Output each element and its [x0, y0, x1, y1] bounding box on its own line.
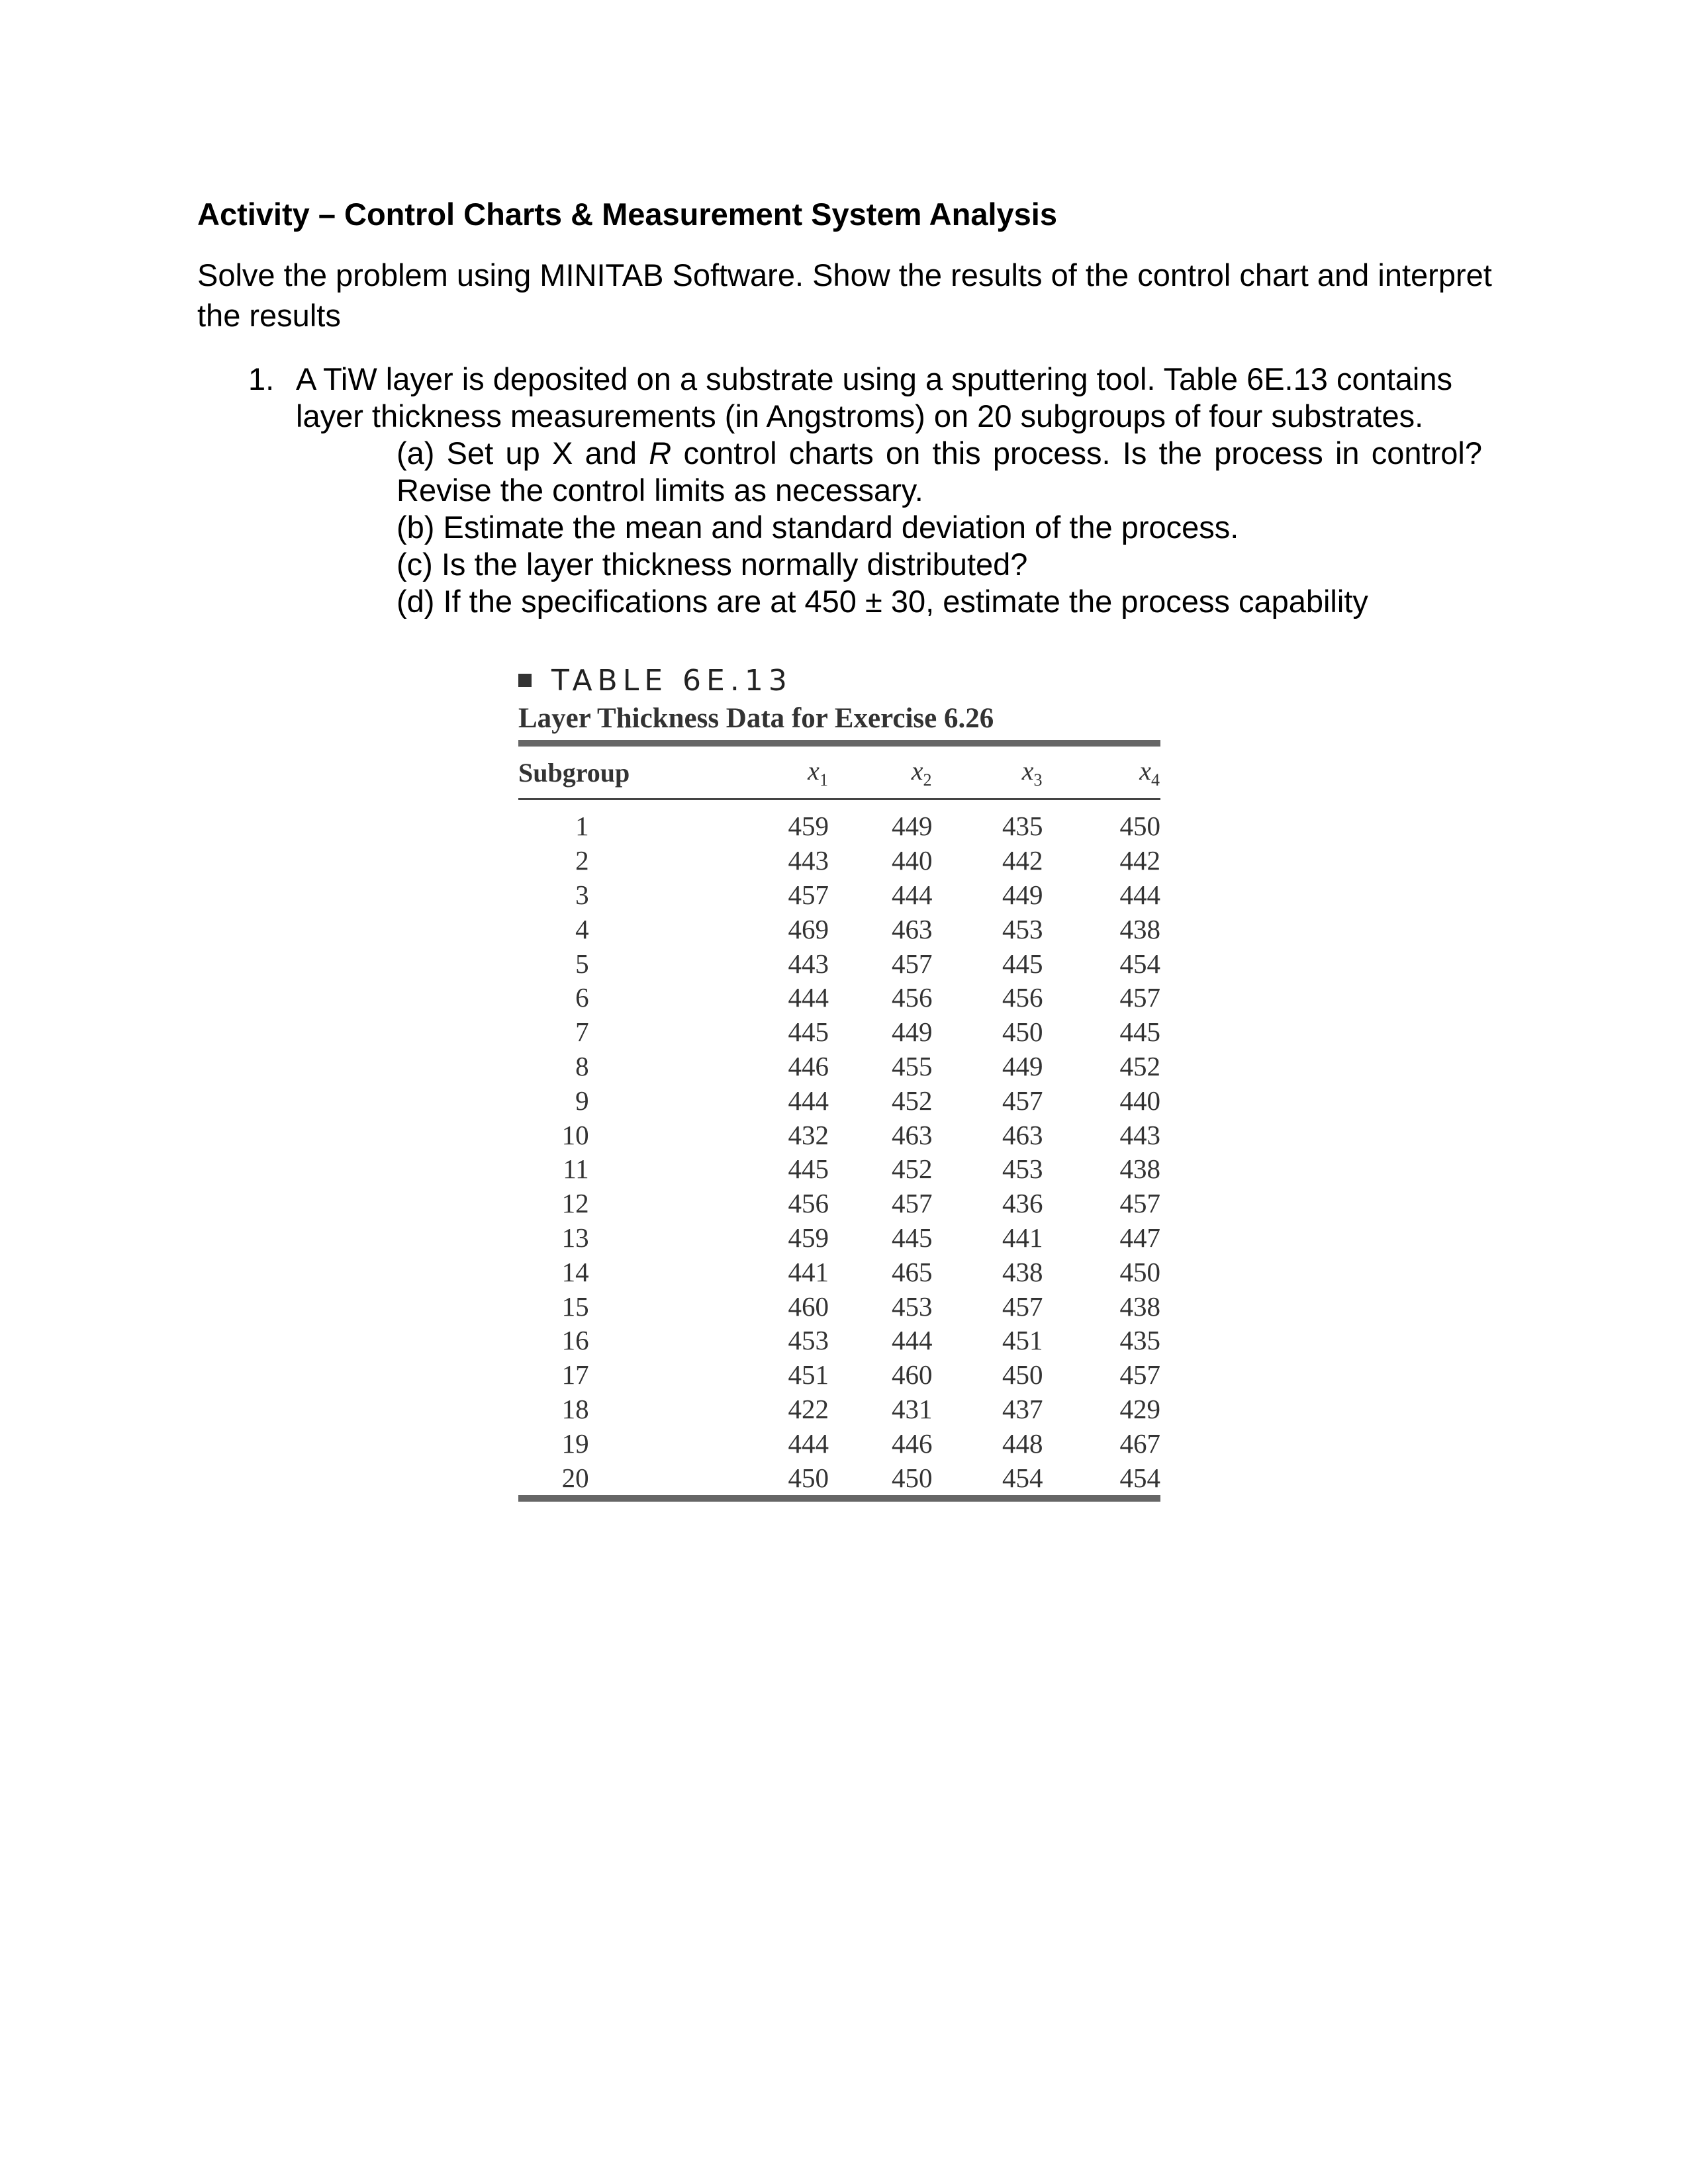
- subgroup-cell: 10: [561, 1119, 589, 1150]
- table-row: [518, 799, 1160, 844]
- measurement-cell: 457: [1119, 1188, 1160, 1219]
- subgroup-cell: 9: [575, 1085, 589, 1116]
- measurement-cell: 436: [1002, 1188, 1043, 1219]
- header-x3: $x_3$: [1021, 755, 1043, 790]
- part-d: (d) If the specifications are at 450 ± 30, estimate the process capability: [397, 584, 1368, 619]
- table-row: [518, 1324, 1160, 1358]
- table-row: [518, 1083, 1160, 1118]
- measurement-cell: 445: [788, 1154, 829, 1185]
- subgroup-cell: 15: [561, 1291, 589, 1322]
- measurement-cell: 463: [892, 913, 933, 944]
- measurement-cell: 450: [788, 1462, 829, 1493]
- subgroup-cell: 19: [561, 1428, 589, 1459]
- measurement-cell: 449: [1002, 879, 1043, 910]
- subgroup-cell: 2: [575, 845, 589, 876]
- measurement-cell: 441: [788, 1256, 829, 1287]
- measurement-cell: 450: [1002, 1359, 1043, 1390]
- measurement-cell: 422: [788, 1393, 829, 1424]
- table-row: [518, 1152, 1160, 1187]
- measurement-cell: 449: [892, 811, 933, 842]
- measurement-cell: 454: [1002, 1462, 1043, 1493]
- measurement-cell: 449: [1002, 1050, 1043, 1081]
- measurement-cell: 463: [1002, 1119, 1043, 1150]
- measurement-cell: 453: [1002, 913, 1043, 944]
- table-row: [518, 1289, 1160, 1324]
- measurement-cell: 441: [1002, 1222, 1043, 1253]
- measurement-cell: 444: [788, 1085, 829, 1116]
- table-row: [518, 1426, 1160, 1461]
- measurement-cell: 452: [892, 1154, 933, 1185]
- measurement-cell: 437: [1002, 1393, 1043, 1424]
- measurement-cell: 456: [892, 982, 933, 1013]
- measurement-cell: 445: [892, 1222, 933, 1253]
- measurement-cell: 453: [788, 1325, 829, 1356]
- subgroup-cell: 16: [561, 1325, 589, 1356]
- problem-line-2: layer thickness measurements (in Angstroms) on 20 subgroups of four substrates.: [296, 398, 1424, 433]
- table-row: [518, 878, 1160, 913]
- header-x1: $x_1$: [808, 755, 828, 790]
- measurement-cell: 465: [892, 1256, 933, 1287]
- measurement-cell: 467: [1119, 1428, 1160, 1459]
- measurement-cell: 444: [788, 982, 829, 1013]
- subgroup-cell: 7: [575, 1017, 589, 1048]
- table-row: [518, 1015, 1160, 1050]
- measurement-cell: 444: [892, 1325, 933, 1356]
- measurement-cell: 457: [892, 948, 933, 979]
- measurement-cell: 459: [788, 811, 829, 842]
- subgroup-cell: 6: [575, 982, 589, 1013]
- measurement-cell: 452: [892, 1085, 933, 1116]
- measurement-cell: 457: [788, 879, 829, 910]
- measurement-cell: 442: [1002, 845, 1043, 876]
- part-a-post: control charts on this process. Is the process in control?: [683, 435, 1483, 471]
- data-table-block: [518, 662, 1160, 1502]
- problem-number: 1.: [248, 361, 275, 396]
- measurement-cell: 457: [1119, 982, 1160, 1013]
- table-bottom-rule: [518, 1495, 1160, 1502]
- subgroup-cell: 5: [575, 948, 589, 979]
- measurement-cell: 457: [892, 1188, 933, 1219]
- measurement-cell: 438: [1119, 1291, 1160, 1322]
- measurement-cell: 456: [788, 1188, 829, 1219]
- measurement-cell: 443: [1119, 1119, 1160, 1150]
- table-top-rule: [518, 740, 1160, 747]
- table-row: [518, 1461, 1160, 1495]
- measurement-cell: 449: [892, 1017, 933, 1048]
- subgroup-cell: 17: [561, 1359, 589, 1390]
- measurement-cell: 438: [1119, 1154, 1160, 1185]
- table-label-text: TABLE 6E.13: [551, 663, 792, 698]
- measurement-cell: 435: [1119, 1325, 1160, 1356]
- problem-line-1: A TiW layer is deposited on a substrate using a sputtering tool. Table 6E.13 contains: [296, 361, 1453, 396]
- measurement-cell: 450: [1002, 1017, 1043, 1048]
- measurement-cell: 446: [892, 1428, 933, 1459]
- measurement-cell: 447: [1119, 1222, 1160, 1253]
- subgroup-cell: 8: [575, 1050, 589, 1081]
- table-caption: Layer Thickness Data for Exercise 6.26: [518, 703, 994, 734]
- measurement-cell: 457: [1119, 1359, 1160, 1390]
- measurement-cell: 448: [1002, 1428, 1043, 1459]
- table-row: [518, 912, 1160, 946]
- measurement-cell: 450: [1119, 1256, 1160, 1287]
- subgroup-cell: 1: [575, 811, 589, 842]
- measurement-cell: 453: [892, 1291, 933, 1322]
- subgroup-cell: 3: [575, 879, 589, 910]
- part-a-line-1: [397, 435, 1482, 472]
- table-header-row: [518, 747, 1160, 799]
- measurement-cell: 463: [892, 1119, 933, 1150]
- measurement-cell: 445: [788, 1017, 829, 1048]
- measurement-cell: 459: [788, 1222, 829, 1253]
- subgroup-cell: 18: [561, 1393, 589, 1424]
- problem-1: [248, 361, 1506, 620]
- measurement-cell: 444: [1119, 879, 1160, 910]
- subgroup-cell: 11: [563, 1154, 589, 1185]
- header-subgroup: Subgroup: [518, 757, 630, 788]
- measurement-cell: 438: [1119, 913, 1160, 944]
- measurement-cell: 445: [1002, 948, 1043, 979]
- table-label: [518, 662, 1160, 699]
- table-row: [518, 1358, 1160, 1392]
- measurement-cell: 456: [1002, 982, 1043, 1013]
- table-row: [518, 946, 1160, 981]
- measurement-cell: 460: [892, 1359, 933, 1390]
- subgroup-cell: 12: [561, 1188, 589, 1219]
- table-bullet-icon: [518, 674, 532, 687]
- measurement-cell: 429: [1119, 1393, 1160, 1424]
- problem-statement: [296, 361, 1506, 435]
- header-x2: $x_2$: [911, 755, 932, 790]
- measurement-cell: 457: [1002, 1085, 1043, 1116]
- problem-subparts: [397, 435, 1506, 620]
- measurement-cell: 450: [1119, 811, 1160, 842]
- measurement-cell: 443: [788, 948, 829, 979]
- measurement-cell: 454: [1119, 948, 1160, 979]
- intro-paragraph: Solve the problem using MINITAB Software. Show the results of the control chart and interpret the results: [197, 257, 1492, 333]
- measurement-cell: 438: [1002, 1256, 1043, 1287]
- table-row: [518, 1255, 1160, 1289]
- measurement-cell: 444: [892, 879, 933, 910]
- page-title: Activity – Control Charts & Measurement System Analysis: [197, 197, 1057, 232]
- measurement-cell: 455: [892, 1050, 933, 1081]
- part-b: (b) Estimate the mean and standard deviation of the process.: [397, 510, 1239, 545]
- part-a-pre: (a) Set up X and: [397, 435, 637, 471]
- measurement-cell: 435: [1002, 811, 1043, 842]
- subgroup-cell: 14: [561, 1256, 589, 1287]
- measurement-cell: 444: [788, 1428, 829, 1459]
- table-row: [518, 844, 1160, 878]
- table-row: [518, 1221, 1160, 1255]
- table-row: [518, 1392, 1160, 1427]
- measurement-cell: 450: [892, 1462, 933, 1493]
- measurement-cell: 440: [1119, 1085, 1160, 1116]
- table-row: [518, 1118, 1160, 1152]
- part-c: (c) Is the layer thickness normally distributed?: [397, 547, 1028, 582]
- subgroup-cell: 13: [561, 1222, 589, 1253]
- subgroup-cell: 20: [561, 1462, 589, 1493]
- measurement-cell: 451: [1002, 1325, 1043, 1356]
- measurement-cell: 454: [1119, 1462, 1160, 1493]
- table-row: [518, 1187, 1160, 1221]
- part-a-r-symbol: R: [649, 435, 672, 471]
- measurement-cell: 443: [788, 845, 829, 876]
- measurement-cell: 457: [1002, 1291, 1043, 1322]
- measurement-cell: 451: [788, 1359, 829, 1390]
- table-row: [518, 981, 1160, 1015]
- measurement-cell: 442: [1119, 845, 1160, 876]
- measurement-cell: 440: [892, 845, 933, 876]
- measurement-cell: 445: [1119, 1017, 1160, 1048]
- header-x4: $x_4$: [1139, 755, 1160, 790]
- measurement-cell: 431: [892, 1393, 933, 1424]
- measurement-cell: 460: [788, 1291, 829, 1322]
- measurement-cell: 469: [788, 913, 829, 944]
- measurement-cell: 452: [1119, 1050, 1160, 1081]
- layer-thickness-table: [518, 747, 1160, 1495]
- subgroup-cell: 4: [575, 913, 589, 944]
- measurement-cell: 453: [1002, 1154, 1043, 1185]
- table-row: [518, 1050, 1160, 1084]
- measurement-cell: 446: [788, 1050, 829, 1081]
- part-a-line-2: Revise the control limits as necessary.: [397, 473, 923, 508]
- measurement-cell: 432: [788, 1119, 829, 1150]
- table-body: [518, 799, 1160, 1495]
